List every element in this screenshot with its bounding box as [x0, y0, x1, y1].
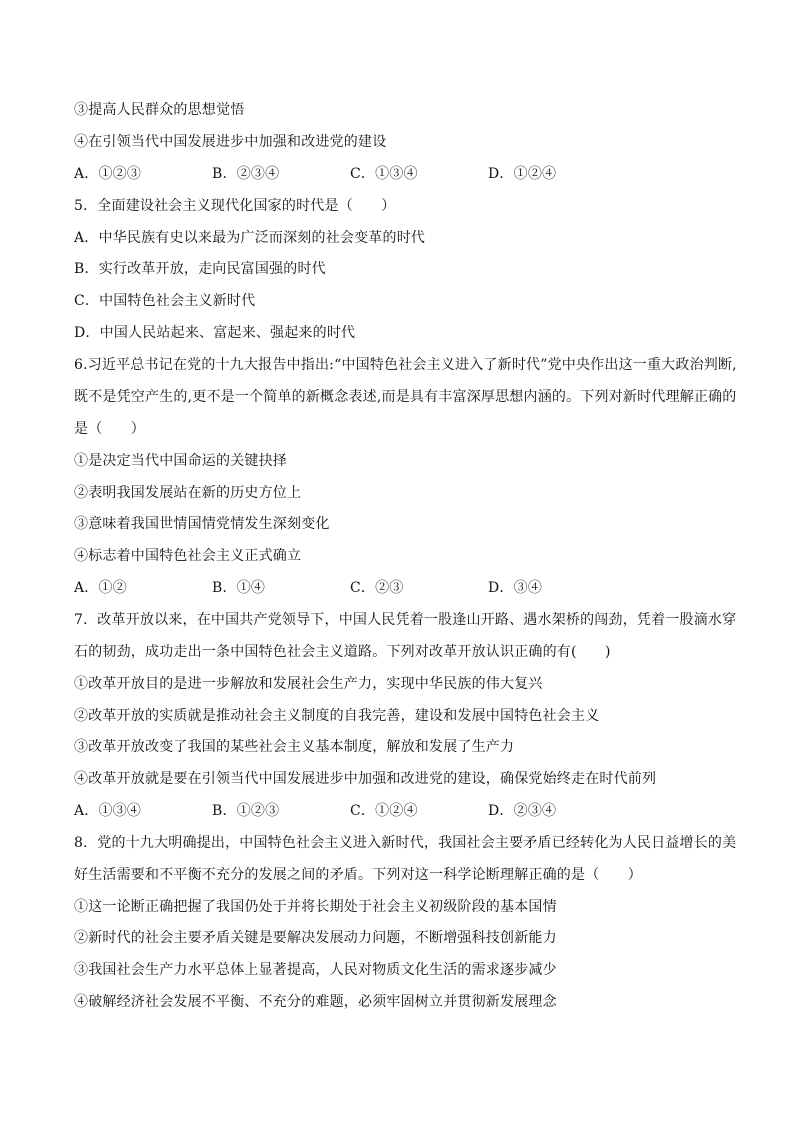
- q8-stem-line-2: 好生活需要和不平衡不充分的发展之间的矛盾。下列对这一科学论断理解正确的是（ ）: [74, 867, 642, 883]
- q4-options: [74, 163, 734, 185]
- q7-option-d: D．②③④: [488, 803, 557, 819]
- q8-stem-line-1: 8．党的十九大明确提出，中国特色社会主义进入新时代，我国社会主要矛盾已经转化为人民日益增长的美: [74, 835, 737, 851]
- q4-option-b: B．②③④: [212, 166, 280, 182]
- q7-option-b: B．①②③: [212, 803, 280, 819]
- q5-option-c: C．中国特色社会主义新时代: [74, 293, 256, 309]
- q5-option-d: D．中国人民站起来、富起来、强起来的时代: [74, 325, 356, 341]
- q7-statement-1: ①改革开放目的是进一步解放和发展社会生产力，实现中华民族的伟大复兴: [74, 676, 543, 692]
- q6-options: [74, 577, 734, 599]
- q7-options: [74, 800, 734, 822]
- q6-option-d: D．③④: [488, 580, 543, 596]
- q7-stem-line-1: 7．改革开放以来，在中国共产党领导下，中国人民凭着一股逢山开路、遇水架桥的闯劲，凭着一股滴水穿: [74, 612, 737, 628]
- q4-statement-4: ④在引领当代中国发展进步中加强和改进党的建设: [74, 134, 387, 150]
- q8-statement-1: ①这一论断正确把握了我国仍处于并将长期处于社会主义初级阶段的基本国情: [74, 899, 557, 915]
- q7-option-a: A．①③④: [74, 803, 142, 819]
- q6-stem-line-3: 是（ ）: [74, 421, 145, 437]
- q6-stem-line-1: 6.习近平总书记在党的十九大报告中指出:“中国特色社会主义进入了新时代”党中央作出这一重大政治判断,: [74, 357, 737, 373]
- q5-option-b: B．实行改革开放，走向民富国强的时代: [74, 261, 326, 277]
- q6-stem-line-2: 既不是凭空产生的,更不是一个简单的新概念表述,而是具有丰富深厚思想内涵的。下列对新时代理解正确的: [74, 389, 737, 405]
- q8-statement-2: ②新时代的社会主要矛盾关键是要解决发展动力问题，不断增强科技创新能力: [74, 930, 557, 946]
- q7-statement-3: ③改革开放改变了我国的某些社会主义基本制度，解放和发展了生产力: [74, 739, 515, 755]
- q7-statement-4: ④改革开放就是要在引领当代中国发展进步中加强和改进党的建设，确保党始终走在时代前列: [74, 771, 657, 787]
- q7-option-c: C．①②④: [350, 803, 418, 819]
- q7-statement-2: ②改革开放的实质就是推动社会主义制度的自我完善，建设和发展中国特色社会主义: [74, 708, 600, 724]
- q8-statement-3: ③我国社会生产力水平总体上显著提高，人民对物质文化生活的需求逐步减少: [74, 962, 557, 978]
- q4-statement-3: ③提高人民群众的思想觉悟: [74, 102, 245, 118]
- q8-statement-4: ④破解经济社会发展不平衡、不充分的难题，必须牢固树立并贯彻新发展理念: [74, 994, 557, 1010]
- q6-statement-2: ②表明我国发展站在新的历史方位上: [74, 485, 302, 501]
- q6-option-c: C．②③: [350, 580, 404, 596]
- q5-stem: 5．全面建设社会主义现代化国家的时代是（ ）: [74, 198, 396, 214]
- q6-option-b: B．①④: [212, 580, 266, 596]
- q7-stem-line-2: 石的韧劲，成功走出一条中国特色社会主义道路。下列对改革开放认识正确的有( ): [74, 644, 611, 660]
- q6-statement-4: ④标志着中国特色社会主义正式确立: [74, 548, 302, 564]
- q4-option-a: A．①②③: [74, 166, 142, 182]
- q6-option-a: A．①②: [74, 580, 127, 596]
- q6-statement-1: ①是决定当代中国命运的关键抉择: [74, 453, 287, 469]
- q5-option-a: A．中华民族有史以来最为广泛而深刻的社会变革的时代: [74, 230, 426, 246]
- q4-option-d: D．①②④: [488, 166, 557, 182]
- q6-statement-3: ③意味着我国世情国情党情发生深刻变化: [74, 516, 330, 532]
- q4-option-c: C．①③④: [350, 166, 418, 182]
